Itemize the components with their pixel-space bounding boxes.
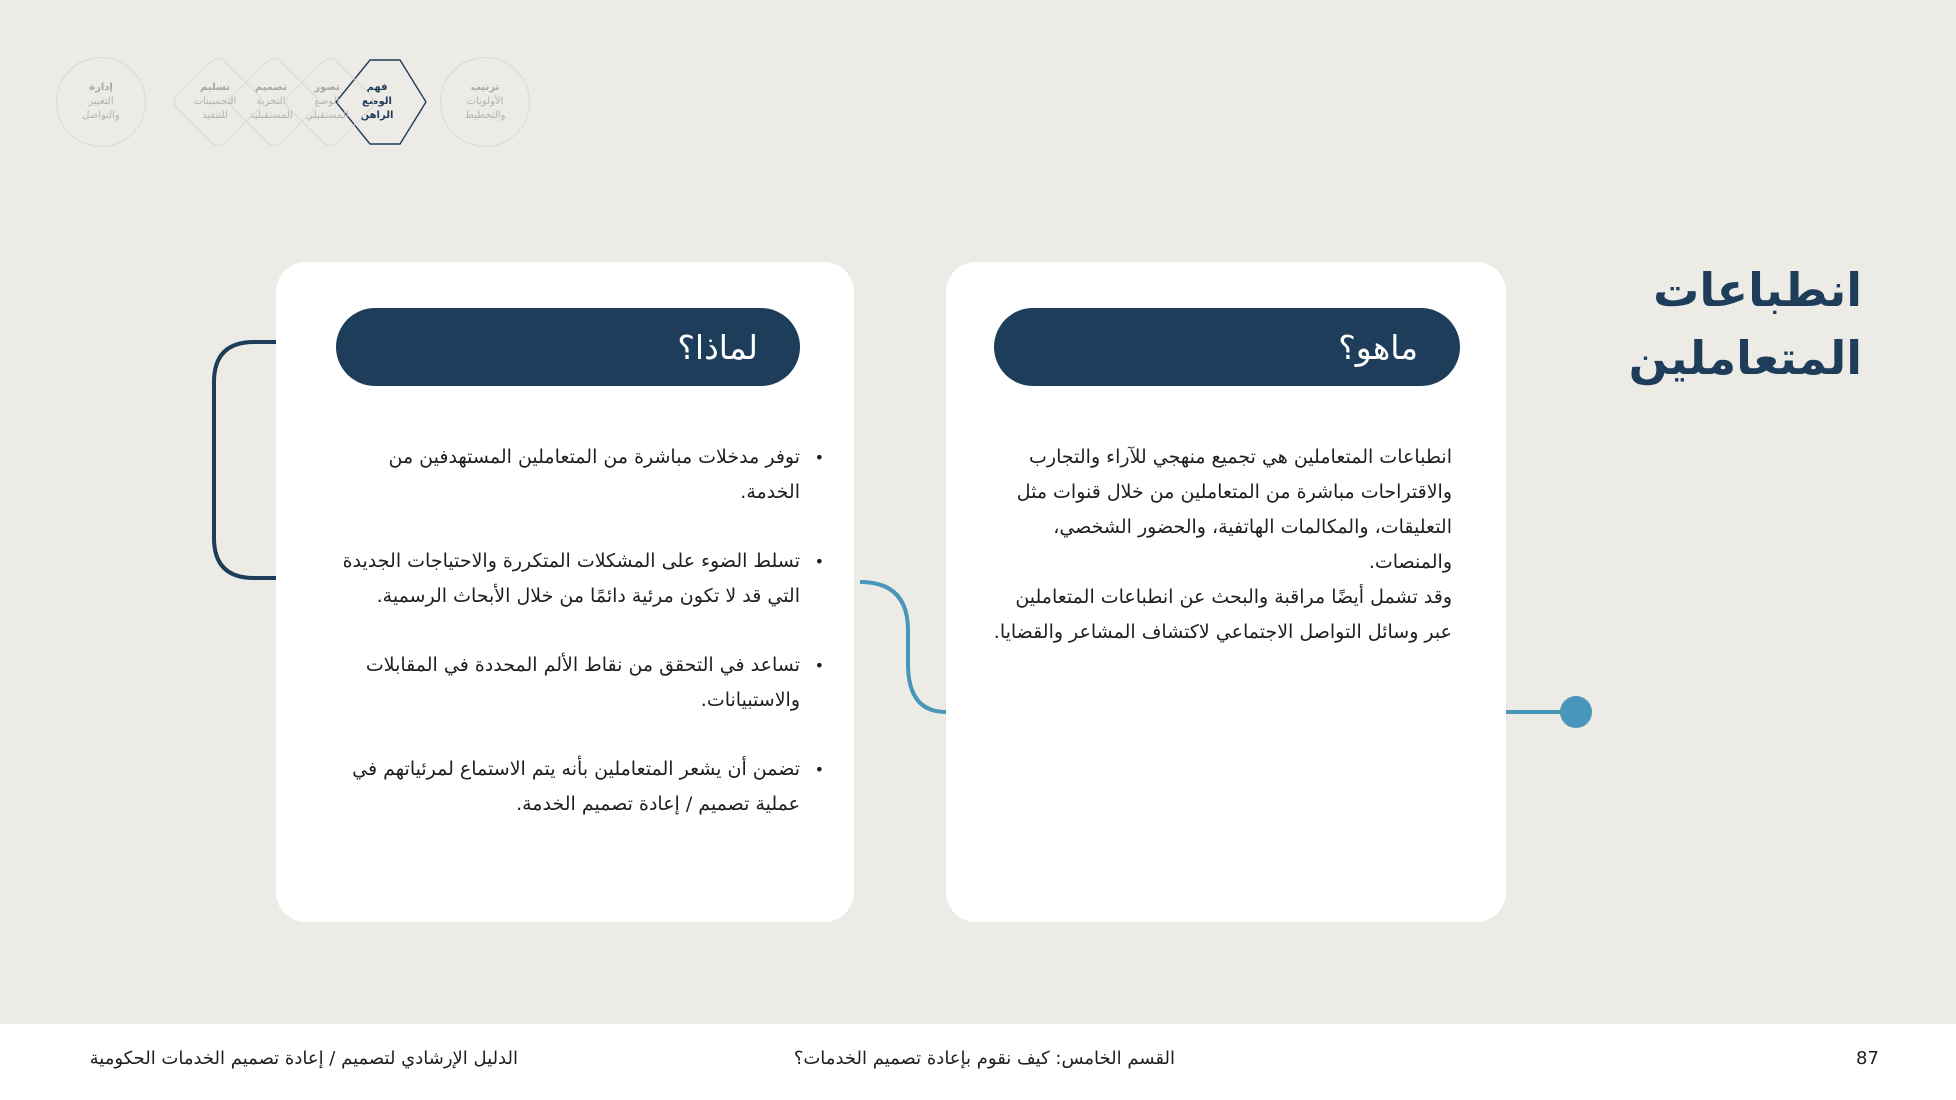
step-label: إدارة: [89, 82, 113, 93]
page-number: 87: [1856, 1048, 1879, 1069]
connector-dot: [1560, 696, 1592, 728]
step-label: المستقبلي: [305, 110, 349, 121]
why-bullet-list: [330, 440, 824, 856]
step-label: المستقبلية: [249, 110, 293, 121]
connector-teal: [860, 582, 946, 712]
what-heading: ماهو؟: [1338, 327, 1418, 367]
step-label: للتنفيذ: [202, 110, 228, 121]
step-label: والتواصل: [82, 110, 120, 121]
step-label: الأولويات: [466, 96, 504, 107]
page-title-line: المتعاملين: [1628, 331, 1862, 385]
what-heading-pill: [994, 308, 1460, 386]
step-label: الوضع: [314, 96, 340, 107]
footer-section-title: القسم الخامس: كيف نقوم بإعادة تصميم الخدمات؟: [793, 1048, 1175, 1069]
list-item: [330, 544, 824, 614]
step-label: التجربة: [256, 96, 286, 107]
step-label: فهم: [366, 82, 388, 93]
why-heading: لماذا؟: [677, 327, 758, 367]
list-item: [330, 752, 824, 822]
step-label: الوضع: [362, 96, 392, 107]
bullet-text: تسلط الضوء على المشكلات المتكررة والاحتياجات الجديدة التي قد لا تكون مرئية دائمًا من خلال الأبحاث الرسمية.: [342, 550, 800, 607]
bullet-icon: •: [814, 760, 824, 779]
step-label: التغيير: [88, 96, 114, 107]
step-label: والتخطيط: [464, 110, 506, 121]
step-label: التحسينات: [193, 96, 237, 107]
what-paragraph-2: وقد تشمل أيضًا مراقبة والبحث عن انطباعات المتعاملين عبر وسائل التواصل الاجتماعي لاكتشاف المشاعر والقضايا.: [993, 586, 1452, 643]
step-label: تصور: [314, 82, 340, 93]
why-heading-pill: [336, 308, 800, 386]
list-item: [330, 440, 824, 510]
bullet-text: توفر مدخلات مباشرة من المتعاملين المستهدفين من الخدمة.: [388, 446, 800, 503]
bullet-icon: •: [814, 448, 824, 467]
what-card: [946, 262, 1506, 922]
bullet-text: تساعد في التحقق من نقاط الألم المحددة في المقابلات والاستبيانات.: [365, 654, 800, 711]
step-label: تصميم: [254, 82, 288, 93]
bullet-text: تضمن أن يشعر المتعاملين بأنه يتم الاستماع لمرئياتهم في عملية تصميم / إعادة تصميم الخدمة.: [352, 758, 800, 815]
step-label: تسليم: [200, 82, 230, 93]
bullet-icon: •: [814, 656, 824, 675]
page-title-line: انطباعات: [1653, 263, 1862, 317]
what-paragraph-1: انطباعات المتعاملين هي تجميع منهجي للآراء والتجارب والاقتراحات مباشرة من المتعاملين من خلال قنوات مثل التعليقات، والمكالمات الهاتفية، والحضور الشخصي، والمنصات.: [1016, 446, 1452, 573]
step-label: الراهن: [360, 110, 394, 121]
list-item: [330, 648, 824, 718]
footer-guide-title: الدليل الإرشادي لتصميم / إعادة تصميم الخدمات الحكومية: [89, 1048, 518, 1069]
bullet-icon: •: [814, 552, 824, 571]
why-card: [276, 262, 854, 922]
step-label: ترتيب: [470, 82, 500, 93]
footer: [0, 1024, 1956, 1100]
